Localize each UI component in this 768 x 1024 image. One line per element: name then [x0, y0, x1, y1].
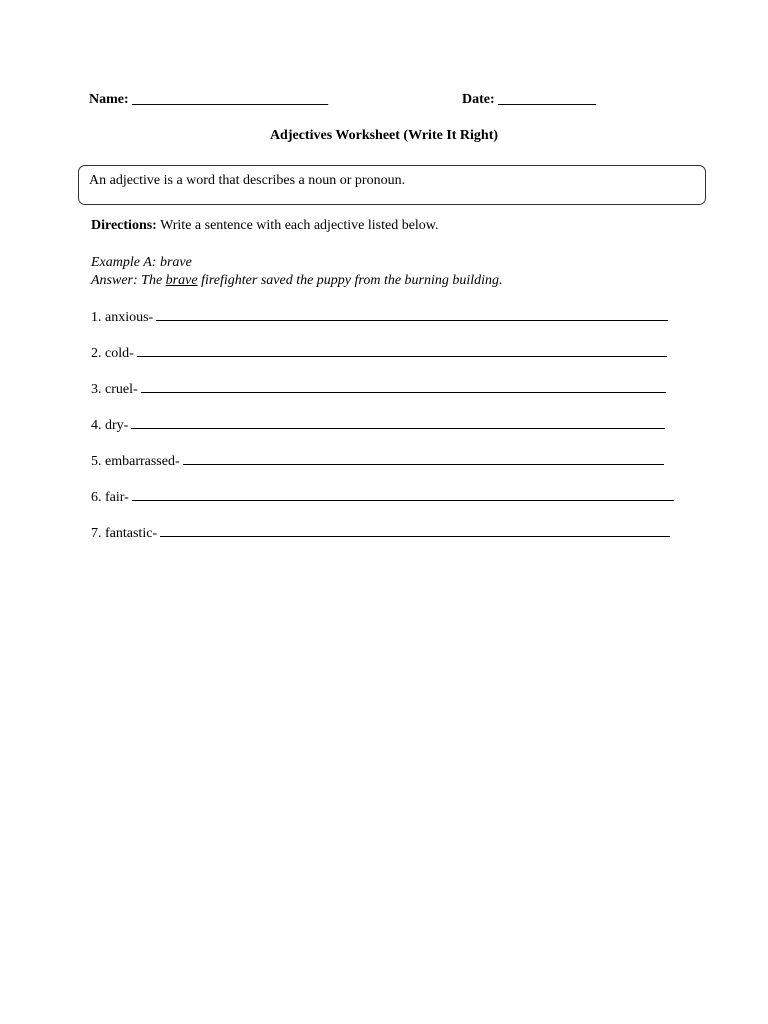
date-field[interactable]: Date: ______________	[462, 92, 597, 107]
name-field[interactable]: Name: ____________________________	[89, 92, 329, 107]
definition-text: An adjective is a word that describes a noun or pronoun.	[89, 173, 406, 188]
list-item	[91, 524, 670, 542]
definition-box	[78, 165, 706, 205]
list-item	[91, 488, 674, 506]
directions-text: Write a sentence with each adjective listed below.	[160, 218, 439, 233]
item-label: 1. anxious-	[91, 310, 154, 325]
item-label: 2. cold-	[91, 346, 134, 361]
directions-label: Directions:	[91, 218, 157, 233]
example-prompt: Example A: brave	[91, 255, 192, 270]
item-label: 6. fair-	[91, 490, 129, 505]
answer-line[interactable]	[131, 416, 665, 429]
item-label: 4. dry-	[91, 418, 129, 433]
example-answer-adjective: brave	[165, 273, 198, 288]
list-item	[91, 416, 665, 434]
item-label: 5. embarrassed-	[91, 454, 180, 469]
list-item	[91, 344, 667, 362]
answer-line[interactable]	[160, 524, 670, 537]
list-item	[91, 380, 666, 398]
item-label: 3. cruel-	[91, 382, 138, 397]
item-label: 7. fantastic-	[91, 526, 158, 541]
directions	[91, 218, 439, 234]
example-answer-prefix: Answer: The	[91, 273, 166, 288]
answer-line[interactable]	[156, 308, 668, 321]
list-item	[91, 452, 664, 470]
worksheet-title: Adjectives Worksheet (Write It Right)	[269, 128, 499, 143]
list-item	[91, 308, 668, 326]
example-answer-suffix: firefighter saved the puppy from the burning building.	[197, 273, 503, 288]
answer-line[interactable]	[141, 380, 666, 393]
answer-line[interactable]	[132, 488, 674, 501]
example-block	[91, 254, 503, 290]
example-answer	[91, 272, 503, 290]
header-row	[89, 92, 689, 110]
answer-line[interactable]	[137, 344, 667, 357]
answer-line[interactable]	[183, 452, 664, 465]
